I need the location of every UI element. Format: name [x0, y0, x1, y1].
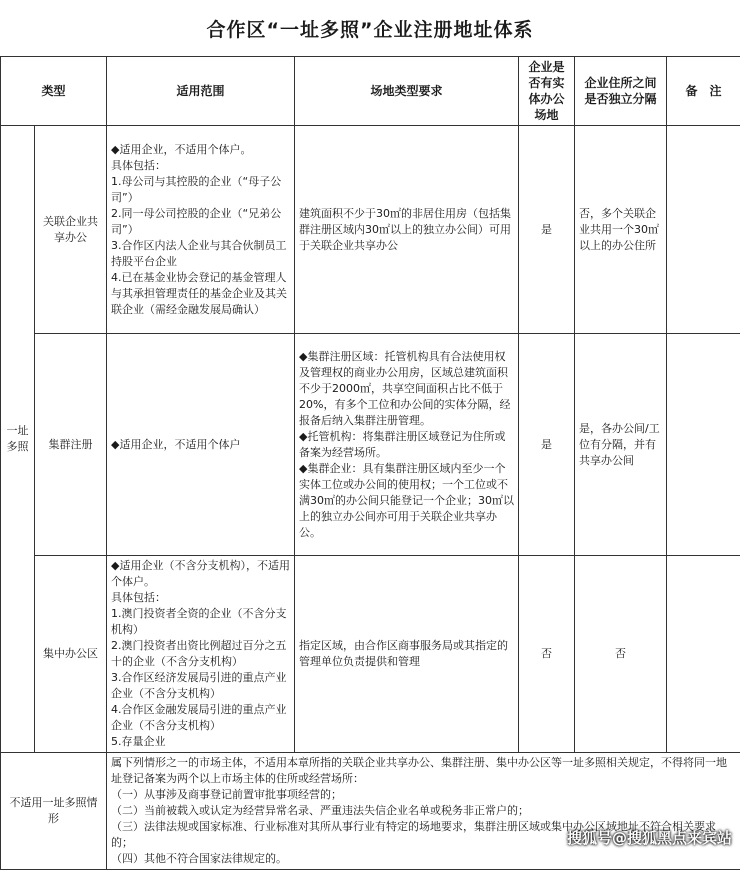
row-remark [667, 334, 740, 556]
row-type: 集群注册 [35, 334, 107, 556]
row-physical-office: 是 [519, 126, 575, 334]
row-type: 关联企业共享办公 [35, 126, 107, 334]
not-applicable-content: 属下列情形之一的市场主体，不适用本章所指的关联企业共享办公、集群注册、集中办公区等一址多照相关规定，不得将同一地址登记备案为两个以上市场主体的住所或经营场所： （一）从事涉及商事登记前置审批事项经营的； （二）当前被载入或认定为经营异常名录、严重违法失信企业名单或税务非正常户的； （三）法律法规或国家标准、行业标准对其所从事行业有特定的场地要求，集群注册区域或集中办公区域地址不符合相关要求的； （四）其他不符合国家法律规定的。 [107, 753, 740, 870]
row-site-requirement: 建筑面积不少于30㎡的非居住用房（包括集群注册区域内30㎡以上的独立办公间）可用于关联企业共享办公 [295, 126, 519, 334]
header-physical-office: 企业是否有实体办公场地 [519, 57, 575, 126]
header-row [1, 57, 740, 126]
header-scope: 适用范围 [107, 57, 295, 126]
address-system-table [0, 56, 740, 870]
row-separated: 否，多个关联企业共用一个30㎡以上的办公住所 [575, 126, 667, 334]
row-type: 集中办公区 [35, 556, 107, 753]
row-site-requirement: ◆集群注册区域：托管机构具有合法使用权及管理权的商业办公用房，区域总建筑面积不少于2000㎡，共享空间面积占比不低于20%，有多个工位和办公间的实体分隔，经报备后纳入集群注册管理。 ◆托管机构：将集群注册区域登记为住所或备案为经营场所。 ◆集群企业：具有集群注册区域内至少一个实体工位或办公间的使用权；一个工位或不满30㎡的办公间只能登记一个企业；30㎡以上的独立办公间亦可用于关联企业共享办公。 [295, 334, 519, 556]
table-row-not-applicable [1, 753, 740, 870]
header-site-requirement: 场地类型要求 [295, 57, 519, 126]
row-scope: ◆适用企业（不含分支机构），不适用个体户。 具体包括： 1.澳门投资者全资的企业（不含分支机构） 2.澳门投资者出资比例超过百分之五十的企业（不含分支机构） 3.合作区经济发展局引进的重点产业企业（不含分支机构） 4.合作区金融发展局引进的重点产业企业（不含分支机构） 5.存量企业 [107, 556, 295, 753]
row-physical-office: 是 [519, 334, 575, 556]
row-remark [667, 126, 740, 334]
header-remark: 备 注 [667, 57, 740, 126]
row-site-requirement: 指定区域，由合作区商事服务局或其指定的管理单位负责提供和管理 [295, 556, 519, 753]
row-scope: ◆适用企业，不适用个体户。 具体包括： 1.母公司与其控股的企业（“母子公司”） 2.同一母公司控股的企业（“兄弟公司”） 3.合作区内法人企业与其合伙制员工持股平台企业 4.已在基金业协会登记的基金管理人与其承担管理责任的基金企业及其关联企业（需经金融发展局确认） [107, 126, 295, 334]
header-separated: 企业住所之间是否独立分隔 [575, 57, 667, 126]
row-remark [667, 556, 740, 753]
table-row [1, 556, 740, 753]
table-row [1, 334, 740, 556]
page-title: 合作区“一址多照”企业注册地址体系 [0, 0, 740, 57]
header-type: 类型 [1, 57, 107, 126]
group-label: 一址多照 [1, 126, 35, 753]
row-separated: 是，各办公间/工位有分隔，并有共享办公间 [575, 334, 667, 556]
table-row [1, 126, 740, 334]
watermark: 搜狐号@搜狐黑点来宾站 [567, 827, 732, 848]
row-scope: ◆适用企业，不适用个体户 [107, 334, 295, 556]
row-separated: 否 [575, 556, 667, 753]
row-physical-office: 否 [519, 556, 575, 753]
not-applicable-label: 不适用一址多照情形 [1, 753, 107, 870]
